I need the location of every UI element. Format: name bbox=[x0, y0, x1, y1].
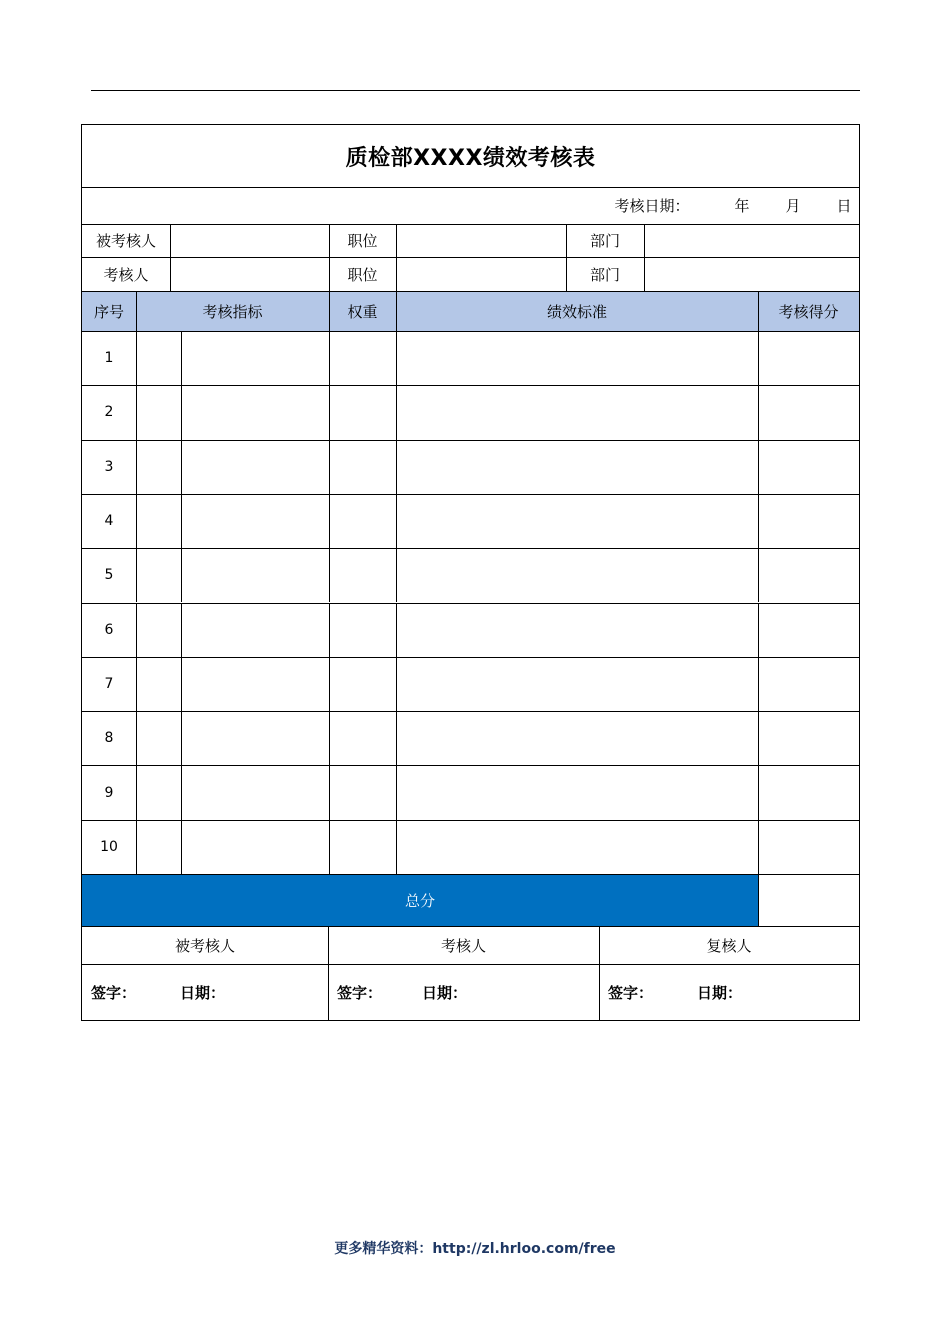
row-index: 7 bbox=[104, 675, 114, 692]
standard-cell[interactable] bbox=[397, 658, 758, 711]
department-label: 部门 bbox=[589, 265, 620, 284]
position-label: 职位 bbox=[347, 232, 378, 250]
indicator-cell[interactable] bbox=[182, 386, 329, 439]
weight-cell[interactable] bbox=[330, 495, 396, 548]
divider bbox=[136, 291, 137, 331]
indicator-cell[interactable] bbox=[182, 604, 329, 657]
form-title: 质检部XXXX绩效考核表 bbox=[345, 145, 596, 171]
department-field[interactable] bbox=[645, 258, 859, 291]
divider bbox=[758, 548, 759, 602]
divider bbox=[136, 548, 137, 602]
divider bbox=[396, 820, 397, 874]
header-weight: 权重 bbox=[347, 302, 378, 321]
divider bbox=[181, 603, 182, 657]
indicator-code-cell[interactable] bbox=[137, 441, 181, 494]
weight-cell[interactable] bbox=[330, 386, 396, 439]
divider bbox=[758, 291, 759, 331]
indicator-code-cell[interactable] bbox=[137, 332, 181, 385]
divider bbox=[181, 548, 182, 602]
divider bbox=[181, 711, 182, 765]
divider bbox=[329, 548, 330, 602]
divider bbox=[181, 440, 182, 494]
row-index: 5 bbox=[104, 567, 114, 584]
indicator-code-cell[interactable] bbox=[137, 386, 181, 439]
divider bbox=[136, 711, 137, 765]
divider bbox=[566, 224, 567, 291]
divider bbox=[329, 440, 330, 494]
divider bbox=[599, 926, 600, 1020]
indicator-code-cell[interactable] bbox=[137, 495, 181, 548]
standard-cell[interactable] bbox=[397, 332, 758, 385]
row-index: 2 bbox=[104, 404, 114, 421]
standard-cell[interactable] bbox=[397, 549, 758, 602]
weight-cell[interactable] bbox=[330, 441, 396, 494]
divider bbox=[329, 711, 330, 765]
sig-reviewer-label: 复核人 bbox=[706, 936, 752, 955]
score-cell[interactable] bbox=[759, 386, 859, 439]
indicator-cell[interactable] bbox=[182, 332, 329, 385]
divider bbox=[136, 603, 137, 657]
divider bbox=[396, 603, 397, 657]
divider bbox=[136, 331, 137, 385]
department-field[interactable] bbox=[645, 225, 859, 257]
sign-label: 签字： bbox=[608, 983, 654, 1002]
appraisee-label: 被考核人 bbox=[95, 232, 156, 250]
weight-cell[interactable] bbox=[330, 332, 396, 385]
divider bbox=[758, 385, 759, 439]
indicator-cell[interactable] bbox=[182, 712, 329, 765]
divider bbox=[758, 494, 759, 548]
indicator-code-cell[interactable] bbox=[137, 604, 181, 657]
appraisal-form bbox=[81, 124, 860, 1021]
department-label: 部门 bbox=[589, 232, 620, 250]
indicator-code-cell[interactable] bbox=[137, 766, 181, 819]
standard-cell[interactable] bbox=[397, 766, 758, 819]
divider bbox=[396, 711, 397, 765]
header-index: 序号 bbox=[93, 302, 124, 321]
header-indicator: 考核指标 bbox=[202, 302, 263, 321]
indicator-cell[interactable] bbox=[182, 658, 329, 711]
divider bbox=[329, 820, 330, 874]
divider bbox=[136, 657, 137, 711]
row-index: 8 bbox=[104, 730, 114, 747]
divider bbox=[396, 440, 397, 494]
divider bbox=[136, 494, 137, 548]
sig-appraiser-label: 考核人 bbox=[440, 936, 486, 955]
row-index: 4 bbox=[104, 513, 114, 530]
position-label: 职位 bbox=[347, 265, 378, 284]
indicator-code-cell[interactable] bbox=[137, 549, 181, 602]
position-field[interactable] bbox=[397, 258, 566, 291]
divider bbox=[328, 926, 329, 1020]
score-cell[interactable] bbox=[759, 604, 859, 657]
total-label: 总分 bbox=[404, 892, 435, 910]
divider bbox=[136, 440, 137, 494]
standard-cell[interactable] bbox=[397, 604, 758, 657]
appraiser-field[interactable] bbox=[171, 258, 329, 291]
divider bbox=[181, 385, 182, 439]
date-label: 日期： bbox=[697, 983, 743, 1002]
date-day: 日 bbox=[836, 197, 852, 215]
divider bbox=[758, 440, 759, 494]
date-label: 日期： bbox=[180, 983, 226, 1002]
score-cell[interactable] bbox=[759, 821, 859, 874]
indicator-cell[interactable] bbox=[182, 766, 329, 819]
indicator-cell[interactable] bbox=[182, 549, 329, 602]
appraiser-label: 考核人 bbox=[103, 265, 149, 284]
sign-label: 签字： bbox=[91, 983, 137, 1002]
standard-cell[interactable] bbox=[397, 386, 758, 439]
divider bbox=[329, 765, 330, 819]
divider bbox=[329, 603, 330, 657]
row-index: 10 bbox=[100, 838, 118, 855]
appraisee-field[interactable] bbox=[171, 225, 329, 257]
position-field[interactable] bbox=[397, 225, 566, 257]
divider bbox=[329, 657, 330, 711]
row-index: 6 bbox=[104, 621, 114, 638]
standard-cell[interactable] bbox=[397, 712, 758, 765]
divider bbox=[170, 224, 171, 291]
divider bbox=[396, 385, 397, 439]
divider bbox=[329, 291, 330, 331]
divider bbox=[396, 291, 397, 331]
indicator-code-cell[interactable] bbox=[137, 821, 181, 874]
date-month: 月 bbox=[785, 197, 801, 215]
weight-cell[interactable] bbox=[330, 821, 396, 874]
score-cell[interactable] bbox=[759, 712, 859, 765]
sig-appraisee-label: 被考核人 bbox=[174, 936, 235, 955]
score-cell[interactable] bbox=[759, 495, 859, 548]
divider bbox=[136, 385, 137, 439]
header-standard: 绩效标准 bbox=[546, 302, 607, 321]
divider bbox=[329, 224, 330, 291]
divider bbox=[758, 820, 759, 874]
divider bbox=[396, 657, 397, 711]
sign-label: 签字： bbox=[337, 983, 383, 1002]
divider bbox=[329, 331, 330, 385]
divider bbox=[758, 711, 759, 765]
divider bbox=[329, 385, 330, 439]
divider bbox=[396, 224, 397, 291]
divider bbox=[758, 765, 759, 819]
weight-cell[interactable] bbox=[330, 549, 396, 602]
divider bbox=[181, 820, 182, 874]
score-cell[interactable] bbox=[759, 441, 859, 494]
divider bbox=[396, 331, 397, 385]
divider bbox=[181, 657, 182, 711]
indicator-cell[interactable] bbox=[182, 441, 329, 494]
divider bbox=[136, 820, 137, 874]
weight-cell[interactable] bbox=[330, 658, 396, 711]
indicator-cell[interactable] bbox=[182, 495, 329, 548]
row-index: 3 bbox=[104, 458, 114, 475]
weight-cell[interactable] bbox=[330, 604, 396, 657]
score-cell[interactable] bbox=[759, 549, 859, 602]
row-index: 1 bbox=[104, 350, 114, 367]
top-rule bbox=[91, 90, 860, 91]
header-score: 考核得分 bbox=[778, 302, 839, 321]
indicator-code-cell[interactable] bbox=[137, 712, 181, 765]
score-cell[interactable] bbox=[759, 766, 859, 819]
indicator-code-cell[interactable] bbox=[137, 658, 181, 711]
divider bbox=[181, 494, 182, 548]
date-year: 年 bbox=[734, 197, 750, 215]
total-score-field[interactable] bbox=[759, 875, 859, 926]
divider bbox=[136, 765, 137, 819]
weight-cell[interactable] bbox=[330, 712, 396, 765]
indicator-cell[interactable] bbox=[182, 821, 329, 874]
footer-link[interactable]: 更多精华资料：http://zl.hrloo.com/free bbox=[334, 1241, 616, 1257]
weight-cell[interactable] bbox=[330, 766, 396, 819]
standard-cell[interactable] bbox=[397, 495, 758, 548]
divider bbox=[758, 331, 759, 385]
score-cell[interactable] bbox=[759, 658, 859, 711]
date-label: 日期： bbox=[422, 983, 468, 1002]
divider bbox=[644, 224, 645, 291]
divider bbox=[758, 657, 759, 711]
divider bbox=[181, 331, 182, 385]
row-index: 9 bbox=[104, 784, 114, 801]
date-label: 考核日期： bbox=[614, 197, 690, 215]
score-cell[interactable] bbox=[759, 332, 859, 385]
divider bbox=[329, 494, 330, 548]
divider bbox=[181, 765, 182, 819]
divider bbox=[758, 603, 759, 657]
divider bbox=[396, 765, 397, 819]
standard-cell[interactable] bbox=[397, 821, 758, 874]
divider bbox=[396, 494, 397, 548]
standard-cell[interactable] bbox=[397, 441, 758, 494]
divider bbox=[396, 548, 397, 602]
